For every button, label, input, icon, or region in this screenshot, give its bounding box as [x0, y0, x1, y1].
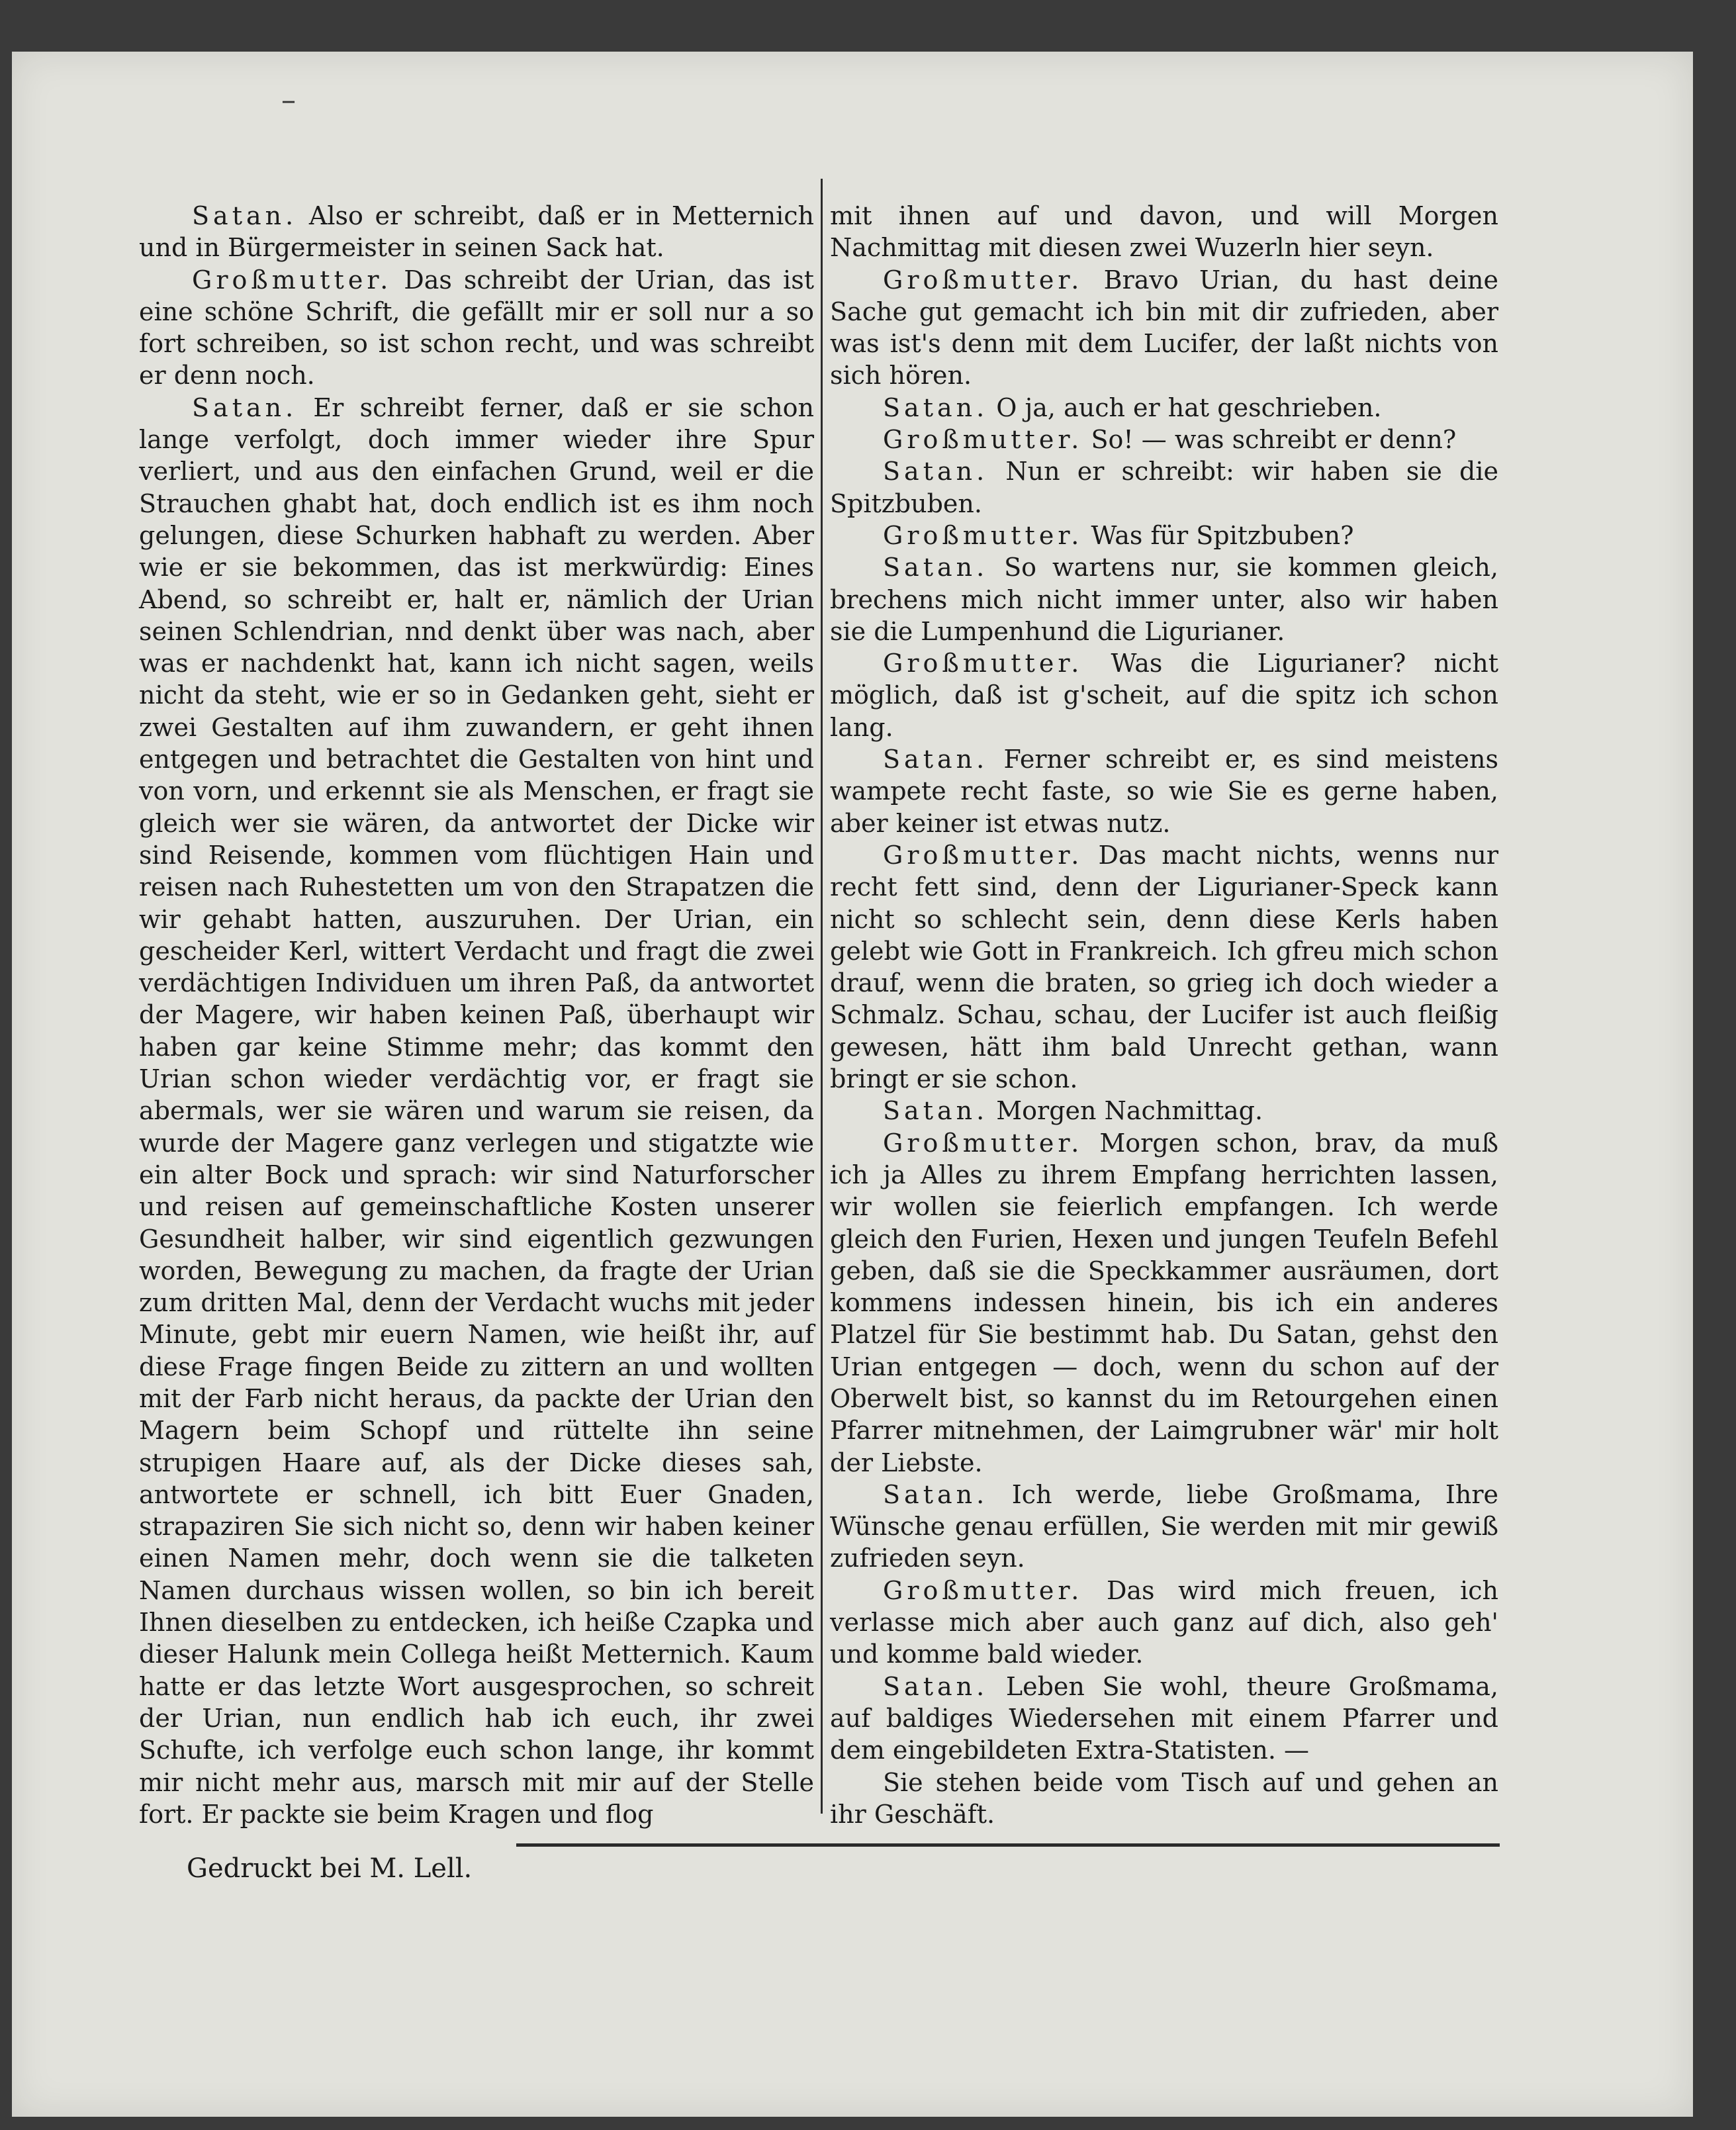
- dialogue-paragraph: [830, 200, 1498, 264]
- speaker-name: Großmutter.: [883, 1575, 1083, 1605]
- dialogue-text: Morgen Nachmittag.: [996, 1096, 1263, 1126]
- dialogue-text: Also er schreibt, daß er in Metternich und in Bürgermeister in seinen Sack hat.: [139, 201, 814, 263]
- footer-rule: [516, 1843, 1500, 1847]
- speaker-name: Satan.: [883, 1096, 989, 1126]
- dialogue-text: Er schreibt ferner, daß er sie schon lange verfolgt, doch immer wieder ihre Spur verliert, und aus den einfachen Grund, weil er die Strauchen ghabt hat, doch endlich ist es ihm noch gelungen, diese Schurken habhaft zu werden. Aber wie er sie bekommen, das ist merkwürdig: Eines Abend, so schreibt er, halt er, nämlich der Urian seinen Schlendrian, nnd denkt über was nach, aber was er nachdenkt hat, kann ich nicht sagen, weils nicht da steht, wie er so in Gedanken geht, sieht er zwei Gestalten auf ihm zuwandern, er geht ihnen entgegen und betrachtet die Gestalten von hint und von vorn, und erkennt sie als Menschen, er fragt sie gleich wer sie wären, da antwortet der Dicke wir sind Reisende, kommen vom flüchtigen Hain und reisen nach Ruhestetten um von den Strapatzen die wir gehabt hatten, auszuruhen. Der Urian, ein gescheider Kerl, wittert Verdacht und fragt die zwei verdächtigen Individuen um ihren Paß, da antwortet der Magere, wir haben keinen Paß, überhaupt wir haben gar keine Stimme mehr; das kommt den Urian schon wieder verdächtig vor, er fragt sie abermals, wer sie wären und warum sie reisen, da wurde der Magere ganz verlegen und stigatzte wie ein alter Bock und sprach: wir sind Naturforscher und reisen auf gemeinschaftliche Kosten unserer Gesundheit halber, wir sind eigentlich gezwungen worden, Bewegung zu machen, da fragte der Urian zum dritten Mal, denn der Verdacht wuchs mit jeder Minute, gebt mir euern Namen, wie heißt ihr, auf diese Frage fingen Beide zu zittern an und wollten mit der Farb nicht heraus, da packte der Urian den Magern beim Schopf und rüttelte ihn seine strupigen Haare auf, als der Dicke dieses sah, antwortete er schnell, ich bitt Euer Gnaden, strapaziren Sie sich nicht so, denn wir haben keiner einen Namen mehr, doch wenn sie die talketen Namen durchaus wissen wollen, so bin ich bereit Ihnen dieselben zu entdecken, ich heiße Czapka und dieser Halunk mein Collega heißt Metternich. Kaum hatte er das letzte Wort ausgesprochen, so schreit der Urian, nun endlich hab ich euch, ihr zwei Schufte, ich verfolge euch schon lange, ihr kommt mir nicht mehr aus, marsch mit mir auf der Stelle fort. Er packte sie beim Kragen und flog: [139, 393, 814, 1829]
- dialogue-paragraph: [830, 455, 1498, 520]
- dialogue-text: O ja, auch er hat geschrieben.: [996, 393, 1382, 422]
- speaker-name: Großmutter.: [883, 520, 1083, 550]
- speaker-name: Satan.: [883, 745, 989, 774]
- dialogue-paragraph: [830, 647, 1498, 743]
- dialogue-paragraph: [830, 1671, 1498, 1767]
- dialogue-text: So! — was schreibt er denn?: [1091, 425, 1457, 455]
- dialogue-paragraph: [830, 424, 1498, 455]
- dialogue-text: Ferner schreibt er, es sind meistens wampete recht faste, so wie Sie es gerne haben, aber keiner ist etwas nutz.: [830, 745, 1498, 838]
- speaker-name: Großmutter.: [883, 840, 1083, 870]
- dialogue-text: Leben Sie wohl, theure Großmama, auf baldiges Wiedersehen mit einem Pfarrer und dem eingebildeten Extra-Statisten. —: [830, 1671, 1498, 1765]
- speaker-name: Satan.: [192, 393, 298, 422]
- printer-imprint: Gedruckt bei M. Lell.: [187, 1853, 473, 1884]
- speaker-name: Großmutter.: [883, 265, 1083, 295]
- dialogue-text: Das wird mich freuen, ich verlasse mich aber auch ganz auf dich, also geh' und komme bald wieder.: [830, 1575, 1498, 1669]
- page-mark: –: [281, 83, 296, 117]
- dialogue-paragraph: [830, 1479, 1498, 1575]
- dialogue-paragraph: [139, 392, 814, 1830]
- dialogue-text: Das macht nichts, wenns nur recht fett sind, denn der Ligurianer-Speck kann nicht so schlecht sein, denn diese Kerls haben gelebt wie Gott in Frankreich. Ich gfreu mich schon drauf, wenn die braten, so grieg ich doch wieder a Schmalz. Schau, schau, der Lucifer ist auch fleißig gewesen, hätt ihm bald Unrecht gethan, wann bringt er sie schon.: [830, 840, 1498, 1094]
- speaker-name: Großmutter.: [883, 425, 1083, 455]
- dialogue-text: Nun er schreibt: wir haben sie die Spitzbuben.: [830, 457, 1498, 518]
- dialogue-text: Ich werde, liebe Großmama, Ihre Wünsche genau erfüllen, Sie werden mit mir gewiß zufrieden seyn.: [830, 1479, 1498, 1573]
- left-column: [139, 200, 814, 1830]
- dialogue-text: So wartens nur, sie kommen gleich, brechens mich nicht immer unter, also wir haben sie die Lumpenhund die Ligurianer.: [830, 553, 1498, 646]
- dialogue-text: Was für Spitzbuben?: [1091, 520, 1354, 550]
- speaker-name: Satan.: [883, 457, 989, 486]
- speaker-name: Satan.: [192, 201, 298, 230]
- dialogue-paragraph: [830, 743, 1498, 839]
- column-divider: [821, 179, 823, 1814]
- dialogue-paragraph: [830, 1767, 1498, 1831]
- dialogue-paragraph: [139, 264, 814, 392]
- dialogue-paragraph: [830, 1127, 1498, 1479]
- dialogue-paragraph: [830, 520, 1498, 551]
- dialogue-text: Das schreibt der Urian, das ist eine schöne Schrift, die gefällt mir er soll nur a so fort schreiben, so ist schon recht, und was schreibt er denn noch.: [139, 265, 814, 391]
- dialogue-paragraph: [830, 1575, 1498, 1671]
- speaker-name: Satan.: [883, 553, 989, 582]
- dialogue-paragraph: [830, 392, 1498, 424]
- dialogue-text: Was die Ligurianer? nicht möglich, daß ist g'scheit, auf die spitz ich schon lang.: [830, 649, 1498, 742]
- speaker-name: Großmutter.: [192, 265, 392, 295]
- dialogue-paragraph: [830, 264, 1498, 392]
- dialogue-paragraph: [830, 1095, 1498, 1127]
- dialogue-text: mit ihnen auf und davon, und will Morgen Nachmittag mit diesen zwei Wuzerln hier seyn.: [830, 201, 1498, 263]
- speaker-name: Satan.: [883, 1671, 989, 1701]
- dialogue-paragraph: [830, 551, 1498, 647]
- speaker-name: Großmutter.: [883, 649, 1083, 678]
- dialogue-paragraph: [139, 200, 814, 264]
- speaker-name: Großmutter.: [883, 1128, 1083, 1158]
- dialogue-text: Bravo Urian, du hast deine Sache gut gemacht ich bin mit dir zufrieden, aber was ist's denn mit dem Lucifer, der laßt nichts von sich hören.: [830, 265, 1498, 391]
- dialogue-paragraph: [830, 839, 1498, 1095]
- speaker-name: Satan.: [883, 1479, 989, 1509]
- dialogue-text: Morgen schon, brav, da muß ich ja Alles zu ihrem Empfang herrichten lassen, wir wollen sie feierlich empfangen. Ich werde gleich den Furien, Hexen und jungen Teufeln Befehl geben, daß sie die Speckkammer ausräumen, dort kommens indessen hinein, bis ich ein anderes Platzel für Sie bestimmt hab. Du Satan, gehst den Urian entgegen — doch, wenn du schon auf der Oberwelt bist, so kannst du im Retourgehen einen Pfarrer mitnehmen, der Laimgrubner wär' mir holt der Liebste.: [830, 1128, 1498, 1477]
- right-column: [830, 200, 1498, 1830]
- speaker-name: Satan.: [883, 393, 989, 422]
- dialogue-text: Sie stehen beide vom Tisch auf und gehen an ihr Geschäft.: [830, 1767, 1498, 1829]
